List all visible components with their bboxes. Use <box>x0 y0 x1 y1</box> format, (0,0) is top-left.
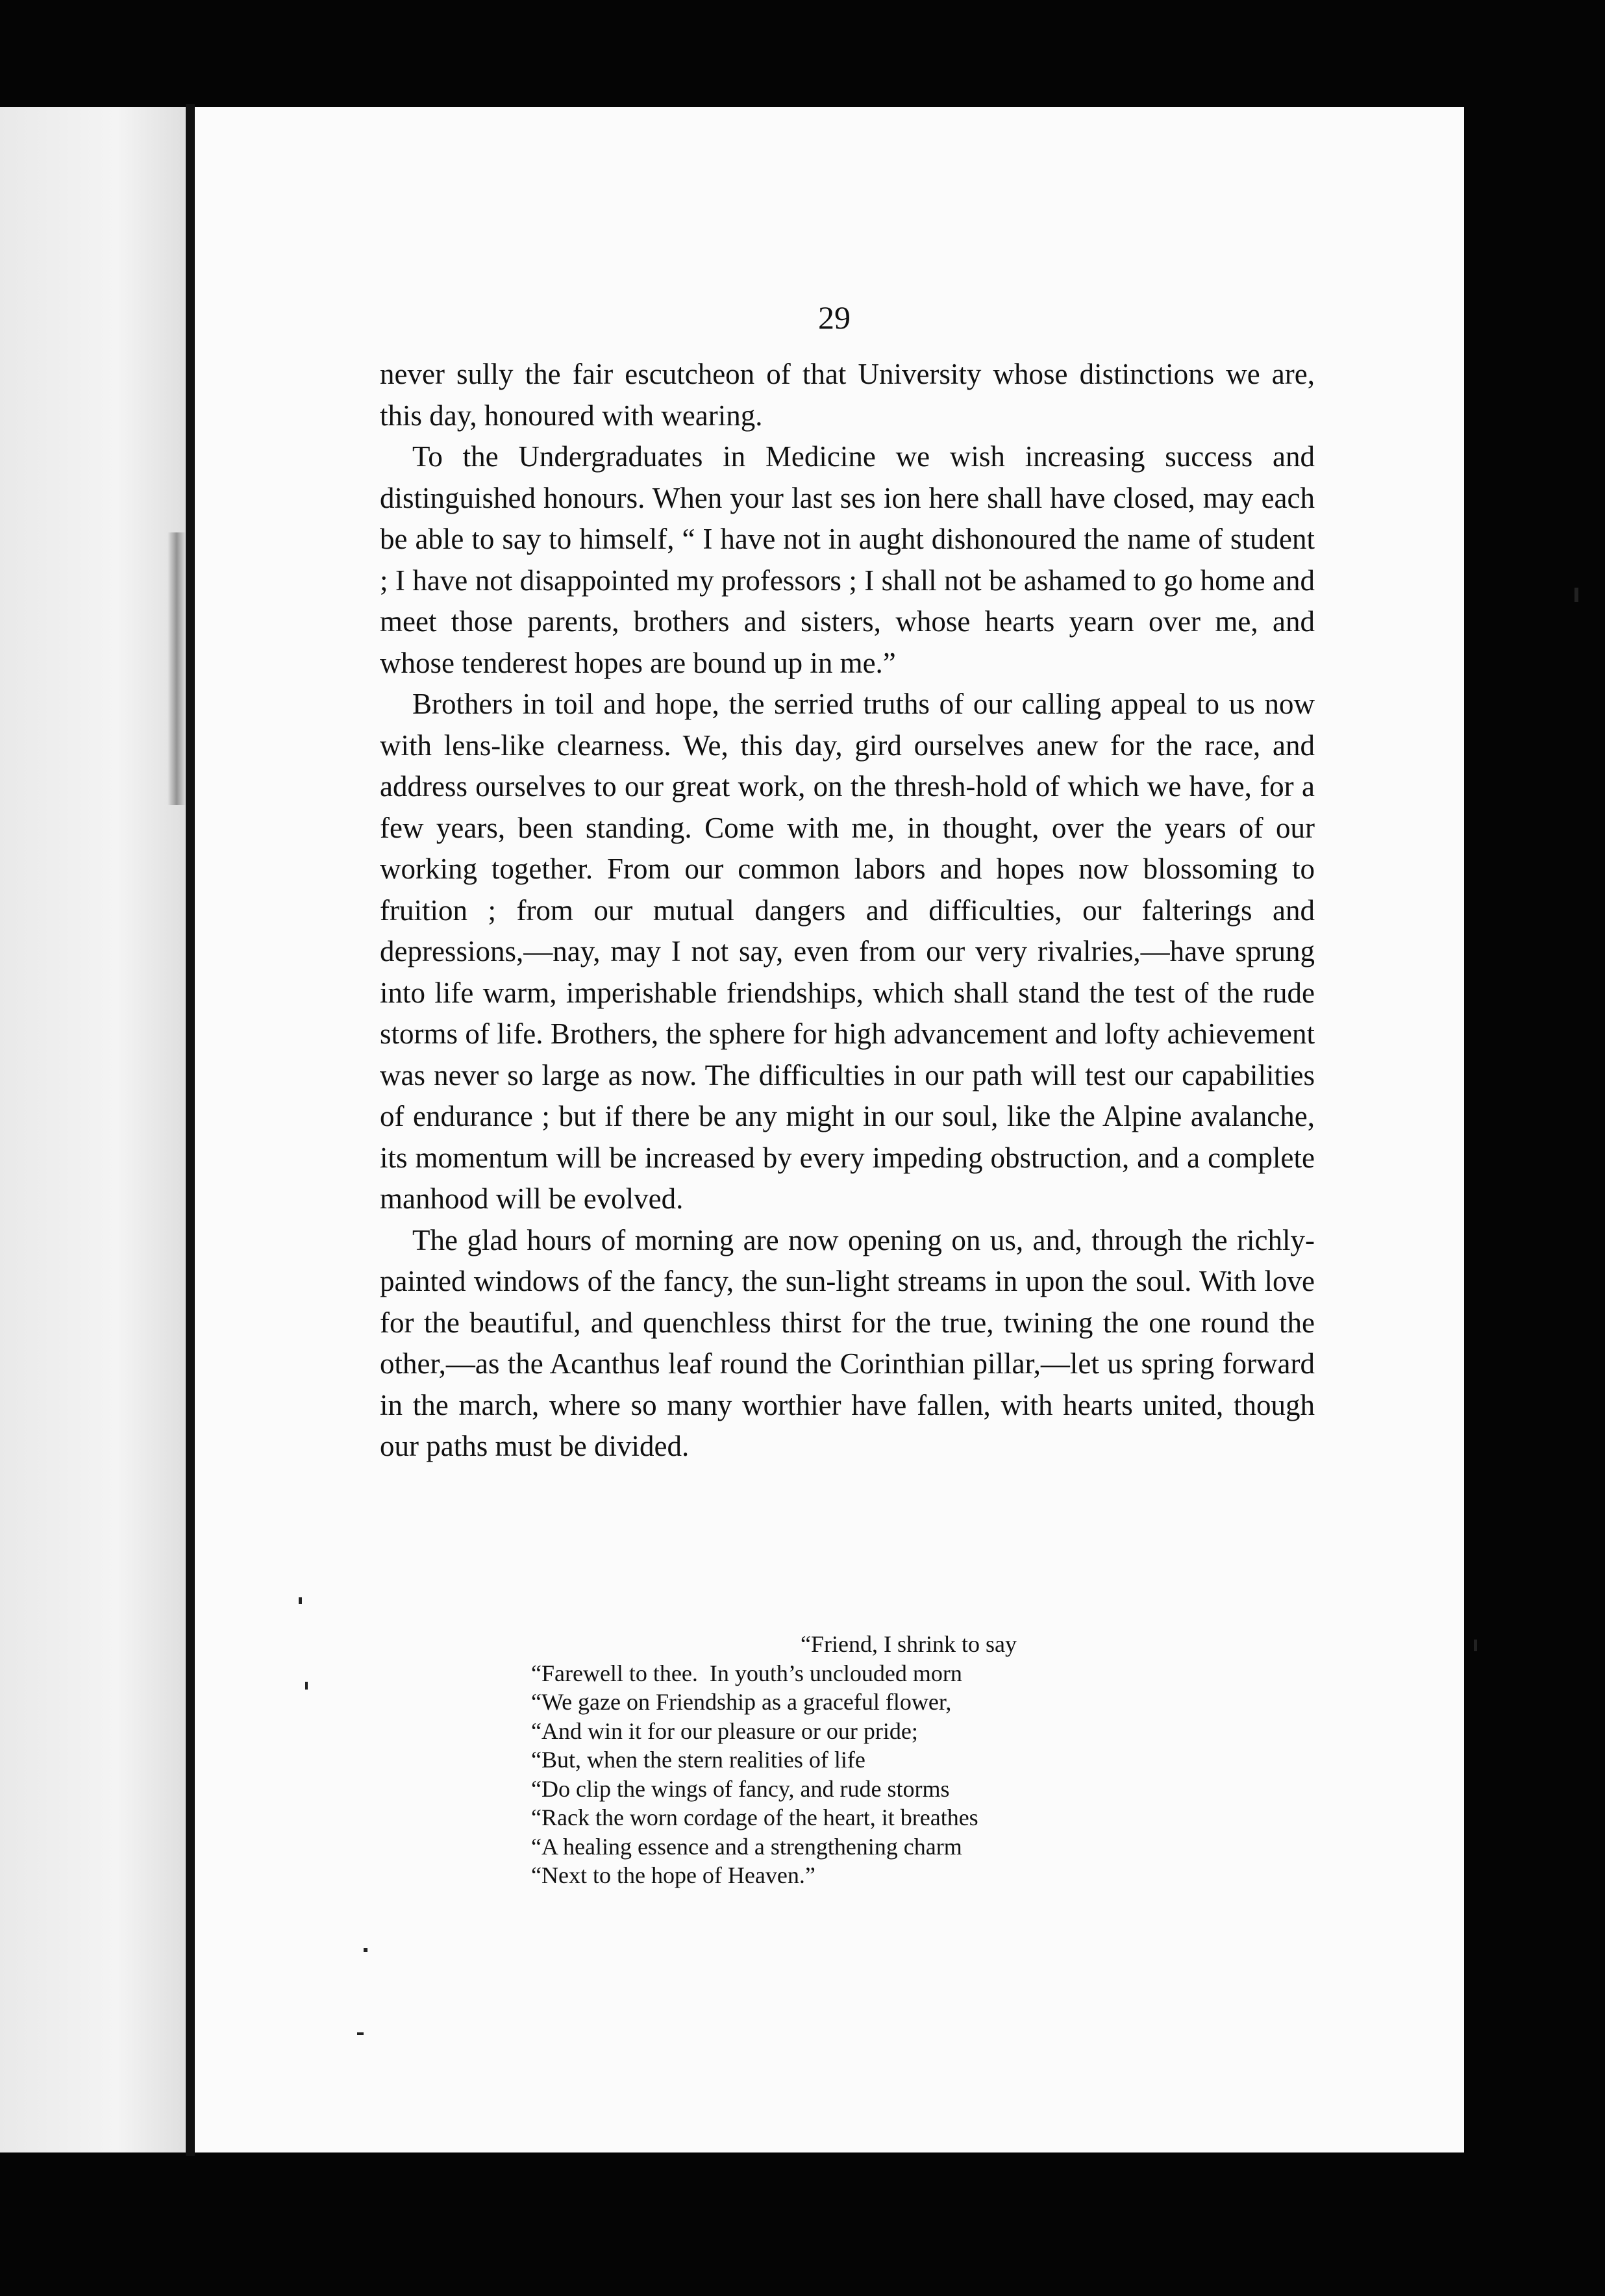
poem-line: “And win it for our pleasure or our pride; <box>531 1717 918 1744</box>
poem-line: “Rack the worn cordage of the heart, it breathes <box>531 1804 978 1830</box>
book-gutter <box>186 104 195 2156</box>
scan-speck <box>1574 588 1578 602</box>
scan-speck <box>1474 1640 1477 1651</box>
poem-line: “But, when the stern realities of life <box>531 1747 865 1773</box>
poem-line: “A healing essence and a strengthening charm <box>531 1833 962 1860</box>
scan-speck <box>305 1682 308 1690</box>
paragraph-3: Brothers in toil and hope, the serried truths of our calling appeal to us now with lens-like clearness. We, this day, gird ourselves anew for the race, and address ourselves to our great work, on the thresh-hold of which we have, for a few years, been standing. Come with me, in thought, over the years of our working together. From our common labors and hopes now blossoming to fruition ; from our mutual dangers and difficulties, our falterings and depressions,—nay, may I not say, even from our very rivalries,—have sprung into life warm, imperishable friendships, which shall stand the test of the rude storms of life. Brothers, the sphere for high advancement and lofty achievement was never so large as now. The difficulties in our path will test our capabilities of endurance ; but if there be any might in our soul, like the Alpine avalanche, its momentum will be increased by every impeding obstruction, and a complete manhood will be evolved. <box>380 688 1315 1215</box>
poem-line: “Do clip the wings of fancy, and rude storms <box>531 1775 950 1802</box>
body-text <box>380 354 1315 1467</box>
binding-shadow <box>168 532 186 805</box>
poem-line: “Friend, I shrink to say <box>801 1631 1017 1657</box>
poem-line: “Next to the hope of Heaven.” <box>531 1862 815 1888</box>
scan-speck <box>299 1597 302 1604</box>
page-number: 29 <box>818 299 851 336</box>
scan-speck <box>364 1948 367 1952</box>
paragraph-2: To the Undergraduates in Medicine we wish increasing success and distinguished honours. When your last ses ion here shall have closed, may each be able to say to himself, “ I have not in aught dishonoured the name of student ; I have not disappointed my professors ; I shall not be ashamed to go home and meet those parents, brothers and sisters, whose hearts yearn over me, and whose tenderest hopes are bound up in me.” <box>380 440 1315 679</box>
paragraph-4: The glad hours of morning are now opening on us, and, through the richly-painted windows of the fancy, the sun-light streams in upon the soul. With love for the beautiful, and quenchless thirst for the true, twining the one round the other,—as the Acanthus leaf round the Corinthian pillar,—let us spring forward in the march, where so many worthier have fallen, with hearts united, though our paths must be divided. <box>380 1223 1315 1462</box>
poem-line: “We gaze on Friendship as a graceful flower, <box>531 1689 952 1715</box>
poem-quotation <box>531 1630 1017 1890</box>
scan-speck <box>357 2032 364 2035</box>
facing-page-edge <box>0 107 195 2152</box>
poem-line: “Farewell to thee. In youth’s unclouded morn <box>531 1660 962 1686</box>
paragraph-1: never sully the fair escutcheon of that University whose distinctions we are, this day, honoured with wearing. <box>380 358 1315 432</box>
